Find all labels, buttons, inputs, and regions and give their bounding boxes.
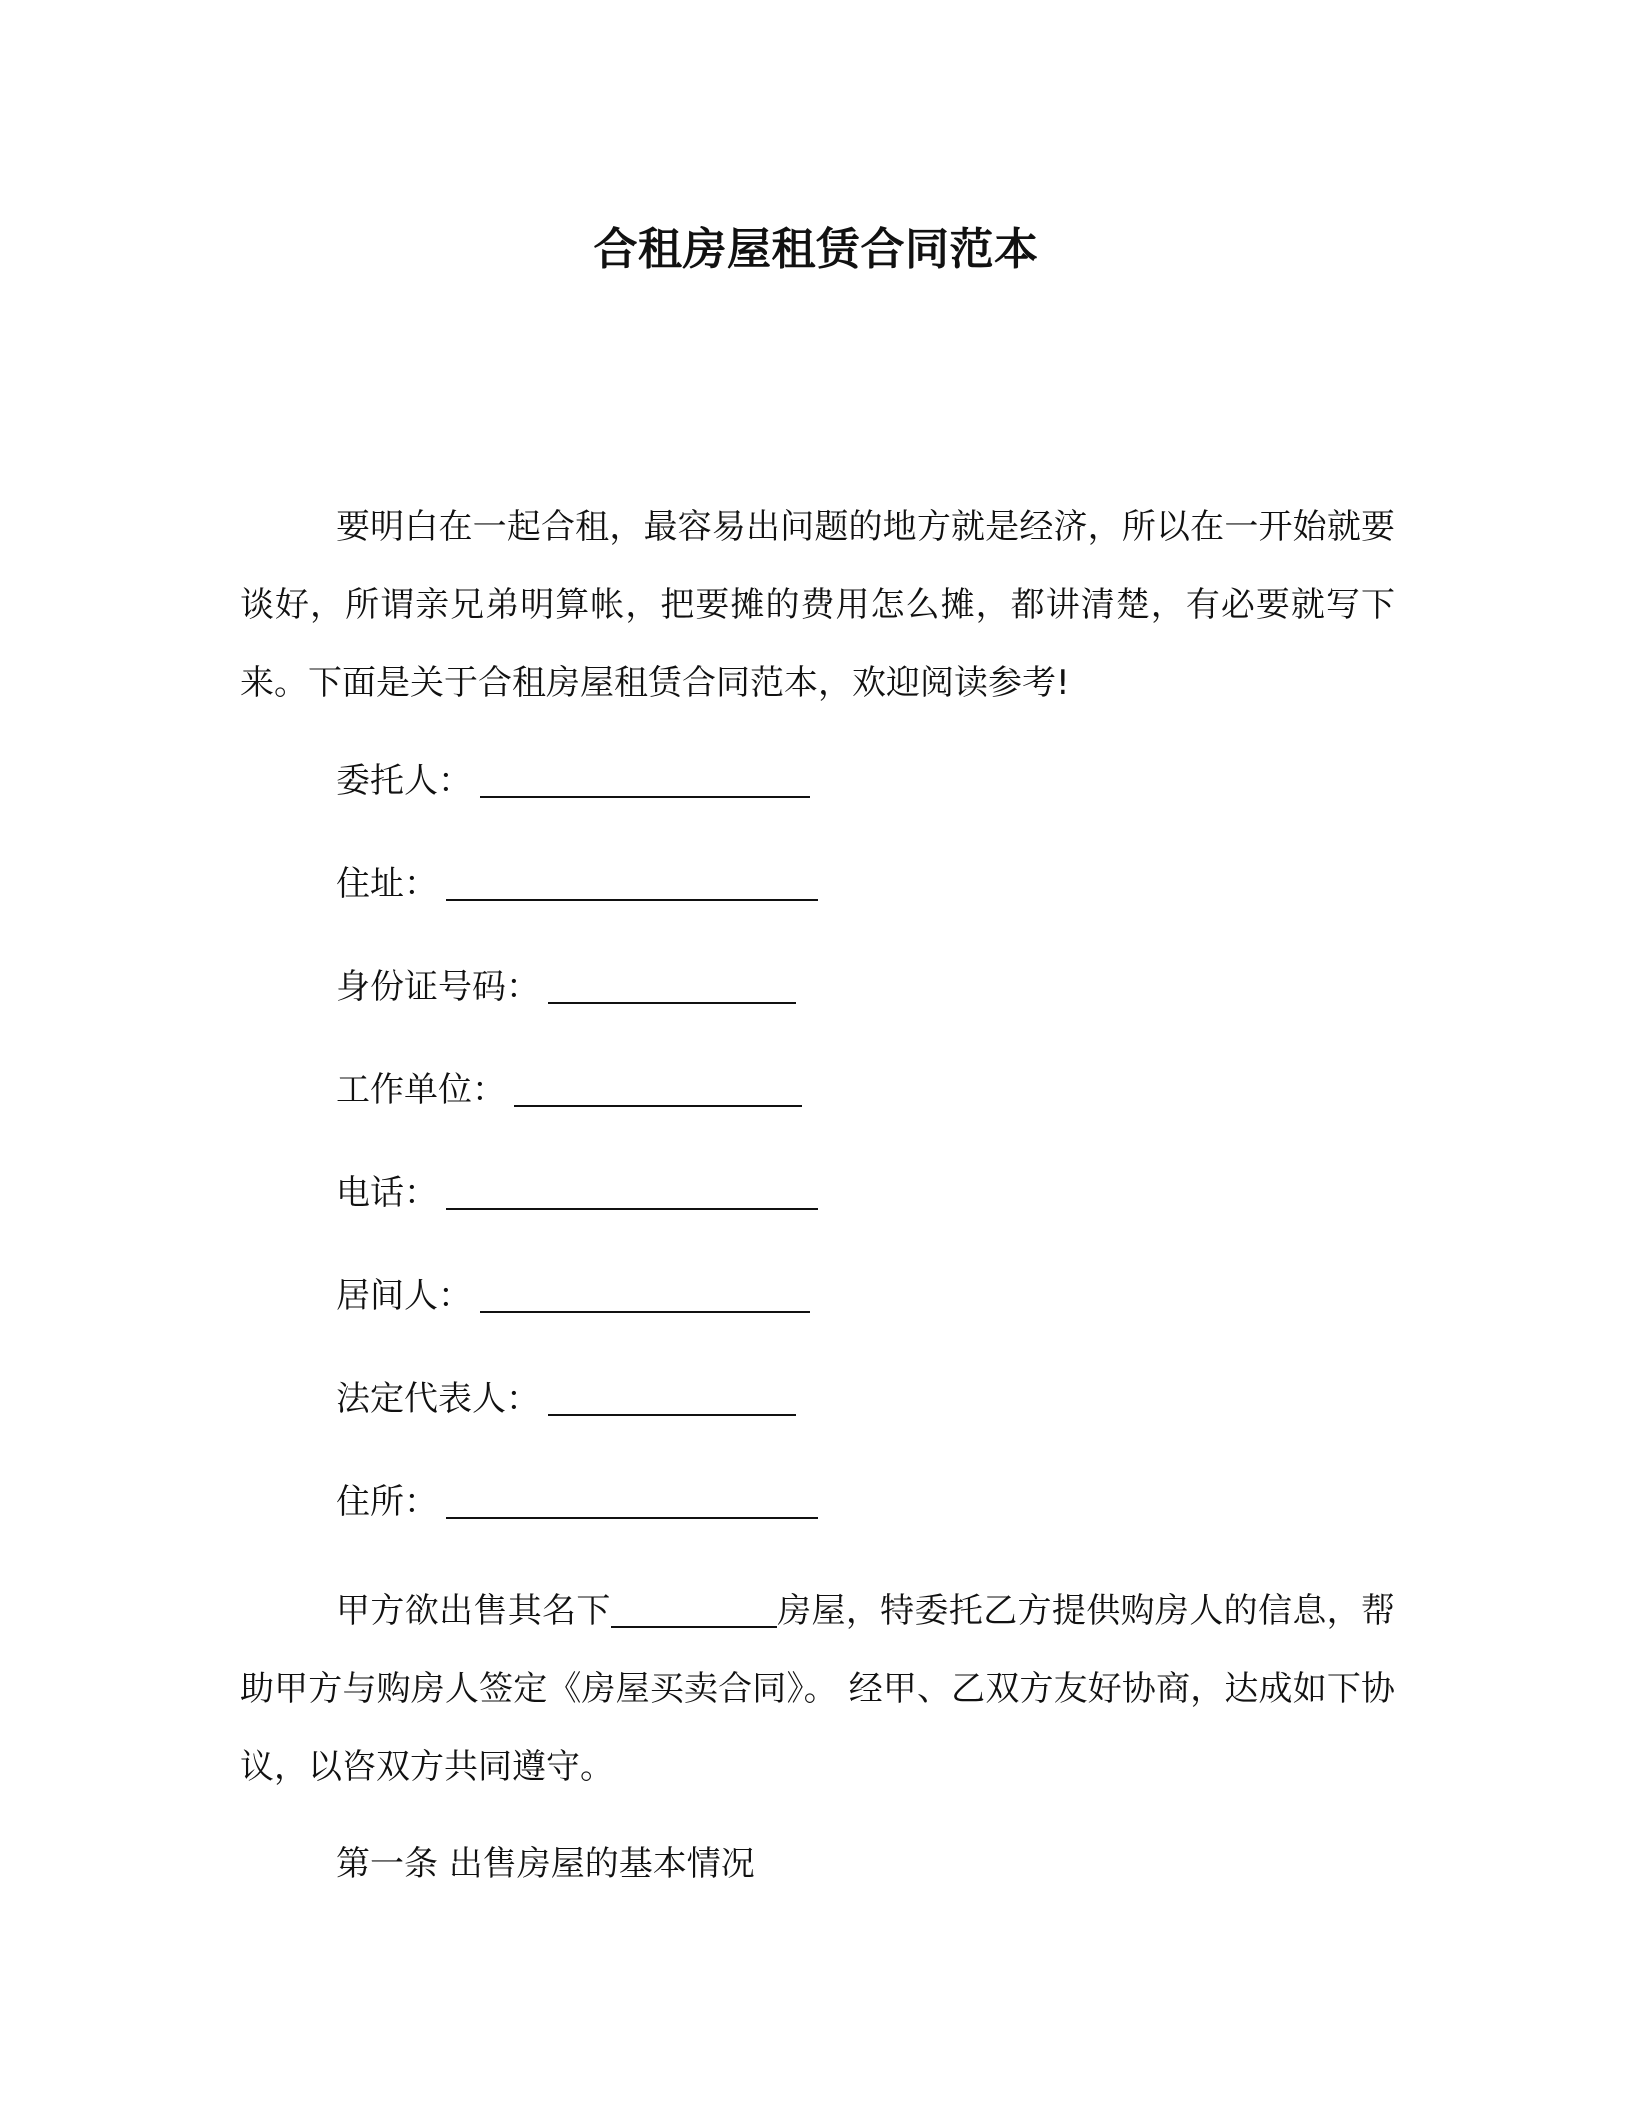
field-label: 电话： bbox=[336, 1173, 438, 1213]
fill-in-blank bbox=[548, 1382, 796, 1416]
field-phone bbox=[336, 1167, 818, 1219]
fill-in-blank bbox=[480, 764, 810, 798]
field-label: 法定代表人： bbox=[336, 1379, 540, 1419]
fill-in-blank bbox=[446, 867, 818, 901]
field-label: 住所： bbox=[336, 1482, 438, 1522]
field-label: 身份证号码： bbox=[336, 967, 540, 1007]
field-label: 住址： bbox=[336, 864, 438, 904]
fill-in-blank bbox=[514, 1073, 802, 1107]
field-legal-representative bbox=[336, 1373, 796, 1425]
field-label: 工作单位： bbox=[336, 1070, 506, 1110]
fill-in-blank bbox=[446, 1176, 818, 1210]
field-principal bbox=[336, 755, 810, 807]
field-label: 委托人： bbox=[336, 761, 472, 801]
field-label: 居间人： bbox=[336, 1276, 472, 1316]
agreement-text-part1: 甲方欲出售其名下 bbox=[336, 1591, 611, 1631]
fill-in-blank bbox=[548, 970, 796, 1004]
fill-in-blank bbox=[446, 1485, 818, 1519]
section-heading: 第一条 出售房屋的基本情况 bbox=[336, 1844, 755, 1884]
field-address bbox=[336, 858, 818, 910]
agreement-paragraph bbox=[240, 1572, 1395, 1806]
field-domicile bbox=[336, 1476, 818, 1528]
field-id-number bbox=[336, 961, 796, 1013]
fill-in-blank bbox=[611, 1594, 777, 1628]
field-employer bbox=[336, 1064, 802, 1116]
document-title: 合租房屋租赁合同范本 bbox=[593, 224, 1039, 275]
fill-in-blank bbox=[480, 1279, 810, 1313]
agreement-text-part2: 房屋，特委托乙方提供购房人的信息，帮助甲方与购房人签定《房屋买卖合同》。 经甲、乙双方友好协商，达成如下协议，以咨双方共同遵守。 bbox=[240, 1591, 1396, 1787]
intro-paragraph: 要明白在一起合租，最容易出问题的地方就是经济，所以在一开始就要谈好，所谓亲兄弟明算帐，把要摊的费用怎么摊，都讲清楚，有必要就写下来。下面是关于合租房屋租赁合同范本，欢迎阅读参考! bbox=[240, 507, 1395, 703]
field-intermediary bbox=[336, 1270, 810, 1322]
